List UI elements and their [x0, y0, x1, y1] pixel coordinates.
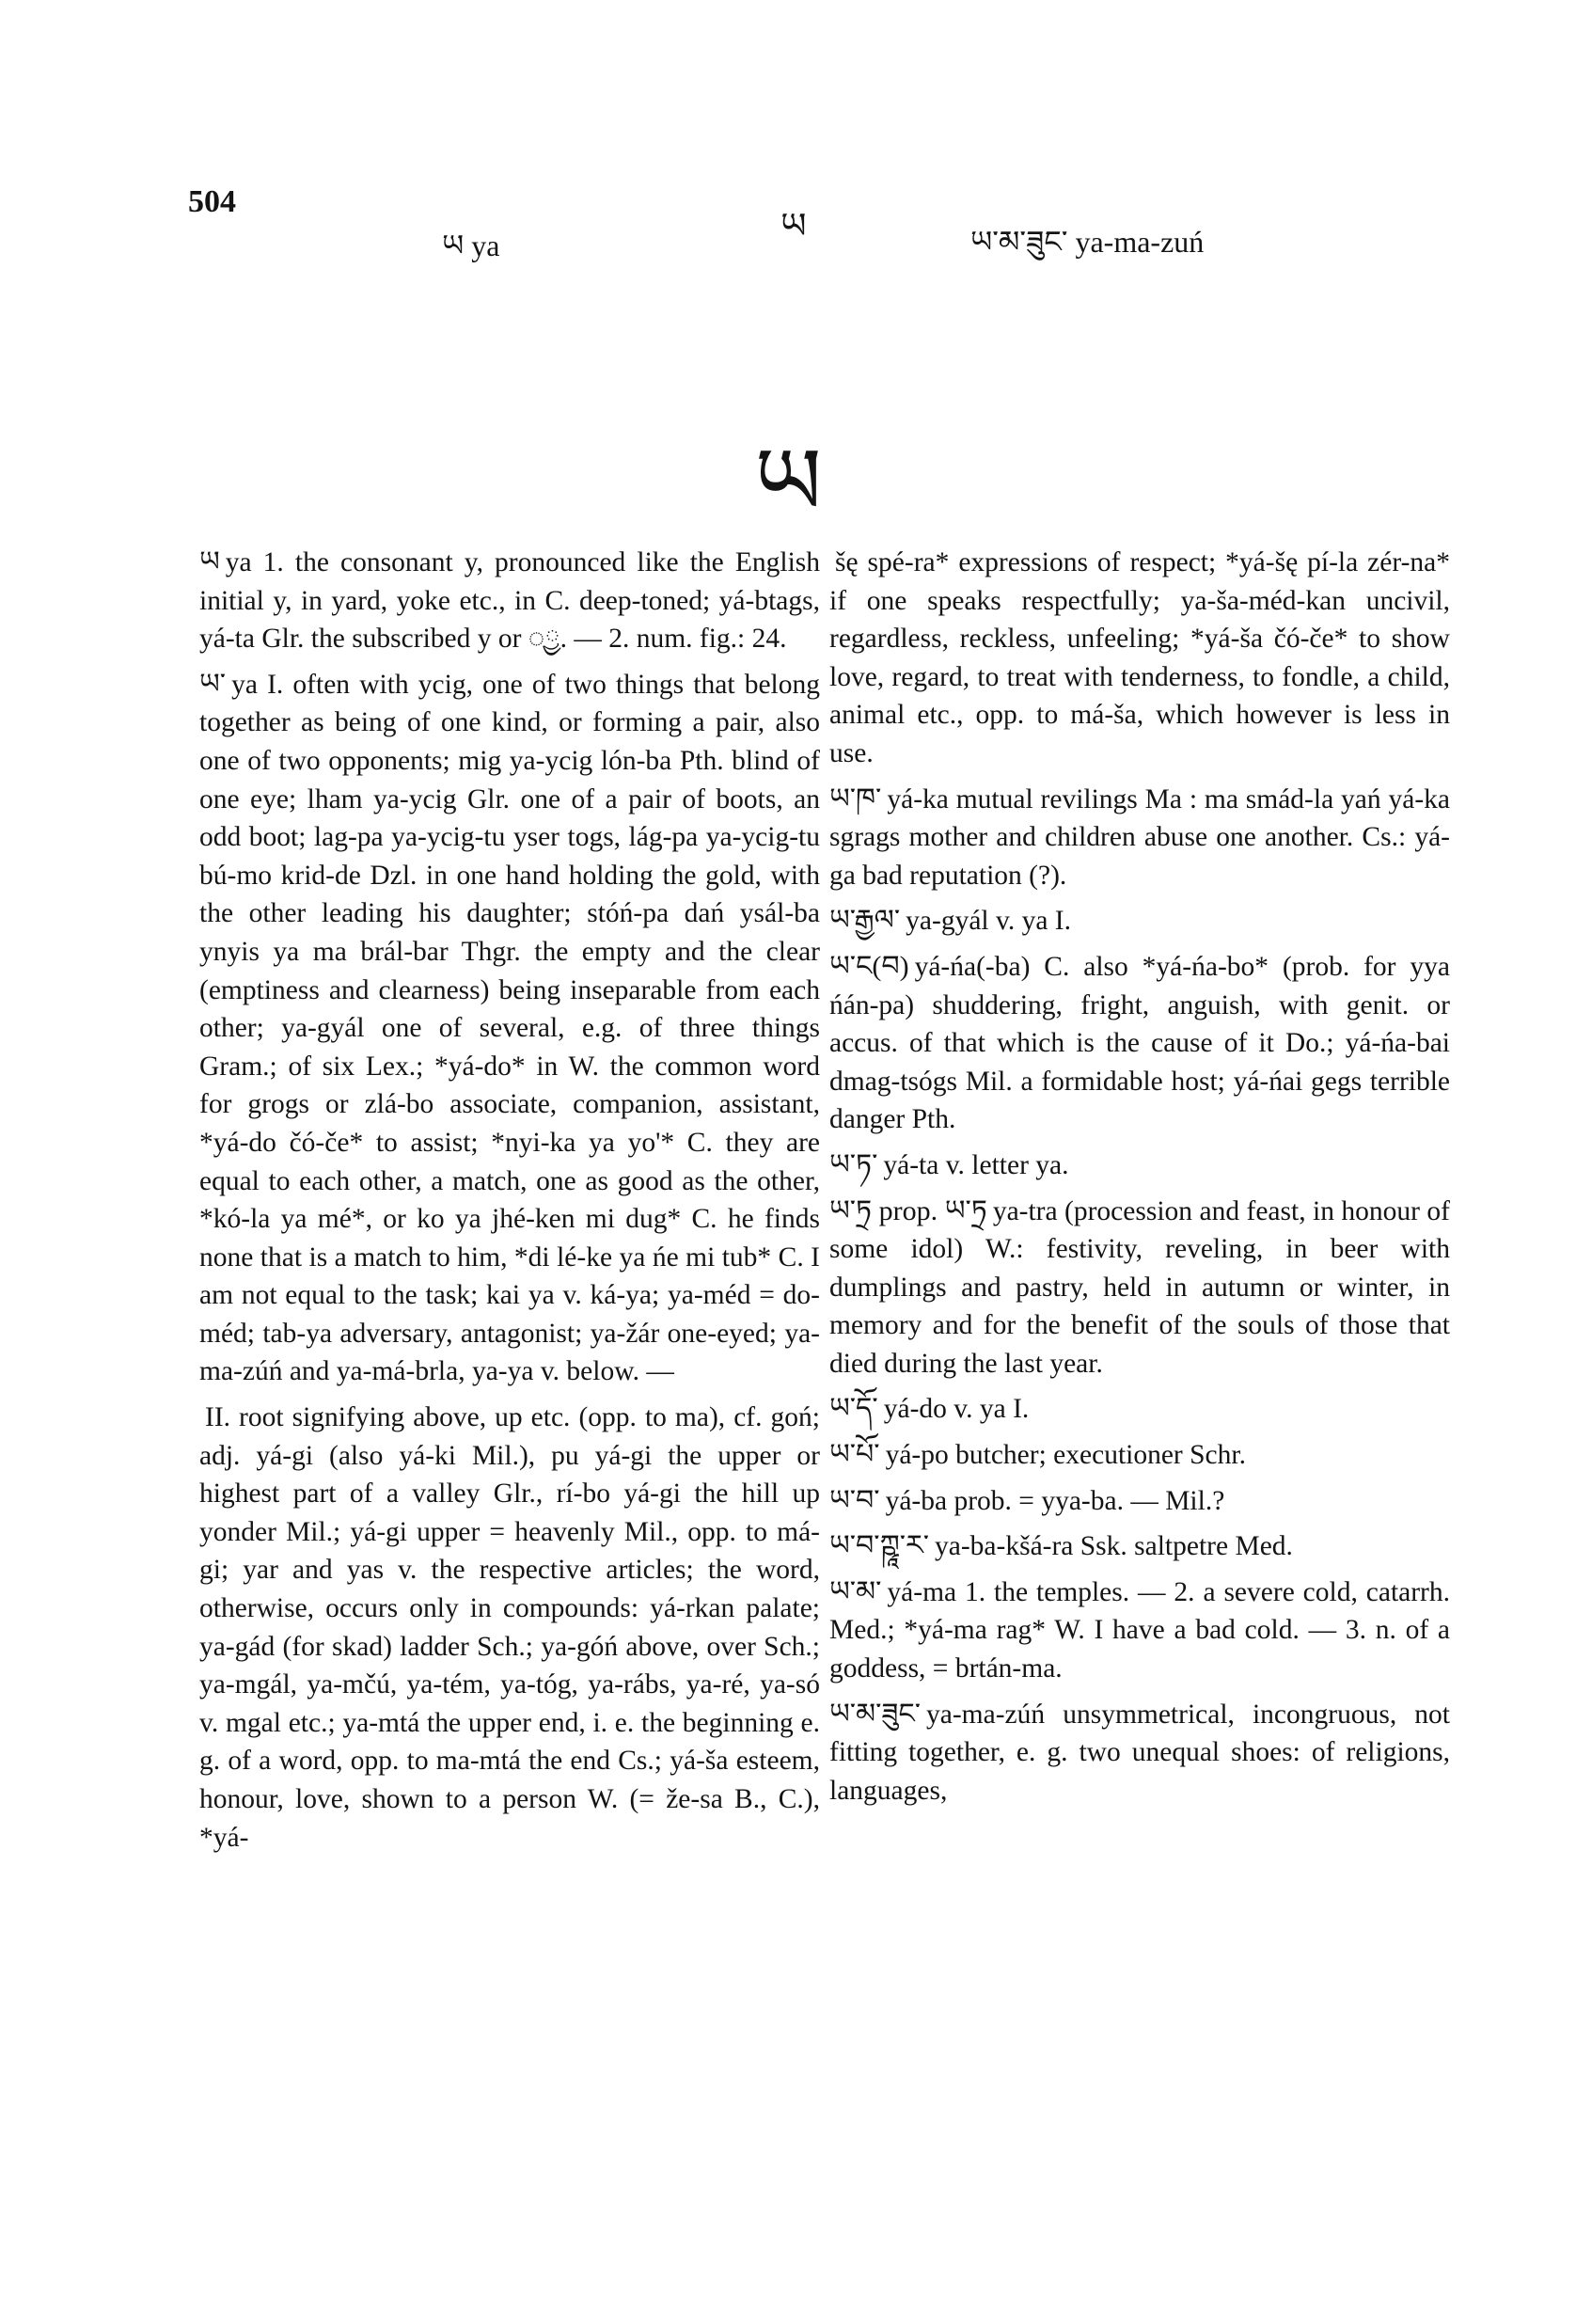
entry-text: ya-gyál v. ya I.	[906, 906, 1071, 937]
dictionary-entry	[199, 544, 820, 658]
entry-headword-tibetan: ཡ་པོ་	[829, 1439, 880, 1471]
dictionary-entry	[199, 666, 820, 1391]
page-number: 504	[188, 184, 236, 219]
entry-headword-tibetan: ཡ་བ་	[829, 1484, 880, 1516]
dictionary-entry	[829, 948, 1450, 1139]
dictionary-entry	[829, 1573, 1450, 1688]
entry-headword-tibetan: ཡ་མ་	[829, 1575, 882, 1607]
left-running-head: ཡ ya	[442, 229, 500, 262]
dictionary-entry	[829, 1436, 1450, 1475]
dictionary-entry	[829, 1527, 1450, 1566]
entry-text: yá-ka mutual revilings Ma : ma smád-la yań yá-ka sgrags mother and children abuse one another. Cs.: yá-ga bad reputation (?).	[829, 783, 1450, 891]
right-running-head: ཡ་མ་ཟུང་ ya-ma-zuń	[970, 225, 1205, 259]
section-letter: ཡ	[753, 431, 823, 535]
dictionary-entry	[829, 1146, 1450, 1185]
entry-headword-tibetan: ཡ་ཏ་	[829, 1148, 878, 1180]
entry-headword-tibetan: ཡ་མ་ཟུང་	[829, 1698, 921, 1730]
entry-text: yá-ma 1. the temples. — 2. a severe cold, catarrh. Med.; *yá-ma rag* W. I have a bad cold. — 3. n. of a goddess, = brtán-ma.	[829, 1576, 1450, 1684]
entry-text: šę spé-ra* expressions of respect; *yá-šę pí-la zér-na* if one speaks respectfully; ya-ša-méd-kan uncivil, regardless, reckless, unfeeling; *yá-ša čó-če* to show love, regard, to treat with tenderness, to fondle, a child, animal etc., opp. to má-ša, which however is less in use.	[829, 547, 1450, 768]
entry-headword-tibetan: ཡ་ཁ་	[829, 783, 882, 814]
right-column	[829, 544, 1450, 1817]
running-header	[0, 184, 1576, 260]
entry-text: ya I. often with ycig, one of two things that belong together as being of one kind, or forming a pair, also one of two opponents; mig ya-ycig lón-ba Pth. blind of one eye; lham ya-ycig Glr. one of a pair of boots, an odd boot; lag-pa ya-ycig-tu yser togs, lág-pa ya-ycig-tu bú-mo krid-de Dzl. in one hand holding the gold, with the other leading his daughter; stóń-pa dań ysál-ba ynyis ya ma brál-bar Thgr. the empty and the clear (emptiness and clearness) being inseparable from each other; ya-gyál one of several, e.g. of three things Gram.; of six Lex.; *yá-do* in W. the common word for grogs or zlá-bo associate, companion, assistant, *yá-do čó-če* to assist; *nyi-ka ya yo'* C. they are equal to each other, a match, one as good as the other, *kó-la ya mé*, or ko ya jhé-ken mi dug* C. he finds none that is a match to him, *di lé-ke ya ńe mi tub* C. I am not equal to the task; kai ya v. ká-ya; ya-méd = do-méd; tab-ya adversary, antagonist; ya-žár one-eyed; ya-ma-zúń and ya-má-brla, ya-ya v. below. —	[199, 669, 820, 1387]
dictionary-entry	[829, 1390, 1450, 1429]
entry-text: ya-tra (procession and feast, in honour of some idol) W.: festivity, reveling, in beer with dumplings and pastry, held in autumn or winter, in memory and for the benefit of the souls of those that died during the last year.	[829, 1195, 1450, 1379]
center-running-letter: ཡ	[780, 207, 807, 246]
entry-headword-tibetan: ཡ་དོ་	[829, 1393, 878, 1425]
left-column	[199, 544, 820, 1864]
dictionary-entry	[829, 1696, 1450, 1810]
entry-headword-tibetan: ཡ་ཏྲ prop. ཡ་ཏྲ	[829, 1194, 987, 1226]
entry-text: ya-ba-kšá-ra Ssk. saltpetre Med.	[935, 1531, 1293, 1562]
entry-text: yá-ba prob. = yya-ba. — Mil.?	[885, 1485, 1225, 1516]
entry-text: yá-po butcher; executioner Schr.	[885, 1440, 1246, 1471]
entry-headword-tibetan: ཡ་	[199, 668, 227, 700]
entry-text: ya-ma-zúń unsymmetrical, incongruous, not fitting together, e. g. two unequal shoes: of religions, languages,	[829, 1699, 1450, 1806]
entry-headword-tibetan: ཡ་རྒྱལ་	[829, 905, 901, 937]
entry-headword-tibetan: ཡ་བ་ཀྵཱ་ར་	[829, 1530, 929, 1562]
entry-text: yá-ta v. letter ya.	[883, 1149, 1069, 1180]
dictionary-entry	[829, 781, 1450, 895]
entry-text: ya 1. the consonant y, pronounced like the English initial y, in yard, yoke etc., in C. deep-toned; yá-btags, yá-ta Glr. the subscribed y or ◌ྱ. — 2. num. fig.: 24.	[199, 547, 820, 655]
entry-headword-tibetan: ཡ་ང(བ)	[829, 950, 909, 982]
dictionary-entry	[829, 1482, 1450, 1521]
dictionary-entry	[829, 544, 1450, 773]
dictionary-entry	[829, 1193, 1450, 1383]
entry-text: II. root signifying above, up etc. (opp. to ma), cf. goń; adj. yá-gi (also yá-ki Mil.), pu yá-gi the upper or highest part of a valley Glr., rí-bo yá-gi the hill up yonder Mil.; yá-gi upper = heavenly Mil., opp. to má-gi; yar and yas v. the respective articles; the word, otherwise, occurs only in compounds: yá-rkan palate; ya-gád (for skad) ladder Sch.; ya-góń above, over Sch.; ya-mgál, ya-mčú, ya-tém, ya-tóg, ya-rábs, ya-ré, ya-só v. mgal etc.; ya-mtá the upper end, i. e. the beginning e. g. of a word, opp. to ma-mtá the end Cs.; yá-ša esteem, honour, love, shown to a person W. (= že-sa B., C.), *yá-	[199, 1402, 820, 1853]
dictionary-entry	[199, 1399, 820, 1857]
entry-text: yá-ńa(-ba) C. also *yá-ńa-bo* (prob. for yya ńán-pa) shuddering, fright, anguish, with genit. or accus. of that which is the cause of it Do.; yá-ńa-bai dmag-tsógs Mil. a formidable host; yá-ńai gegs terrible danger Pth.	[829, 951, 1450, 1135]
entry-headword-tibetan: ཡ	[199, 546, 220, 577]
dictionary-entry	[829, 902, 1450, 941]
entry-text: yá-do v. ya I.	[883, 1394, 1030, 1425]
